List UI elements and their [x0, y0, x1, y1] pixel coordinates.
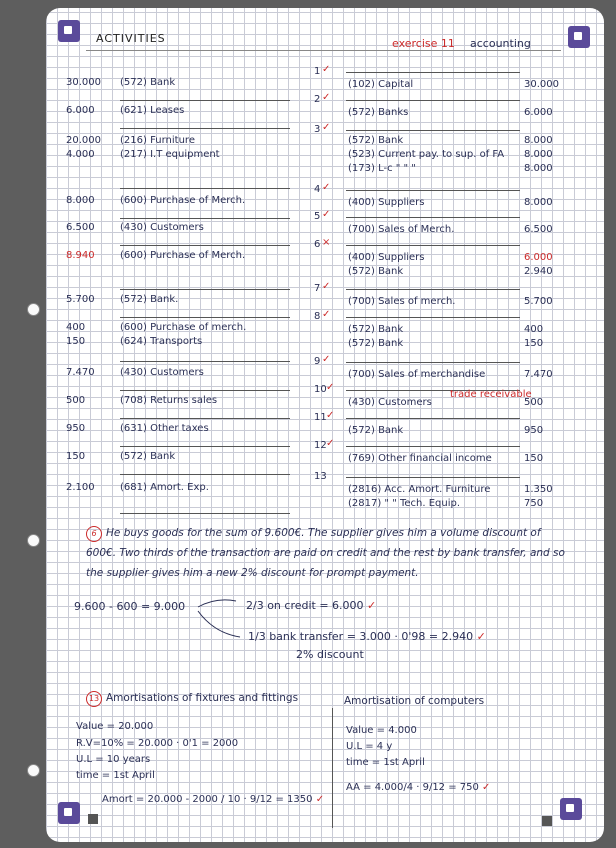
debit-account: (572) Bank	[120, 77, 176, 88]
debit-account: (631) Other taxes	[120, 423, 209, 434]
page-corner-marker	[568, 26, 590, 48]
check-icon: ✓	[322, 209, 331, 220]
entry-number: 9	[314, 356, 321, 367]
entry-number: 5	[314, 211, 321, 222]
entry-number: 1	[314, 66, 321, 77]
entry-rule	[120, 289, 290, 290]
check-icon: ✓	[322, 64, 331, 75]
check-icon: ✓	[363, 599, 377, 612]
debit-account: (430) Customers	[120, 222, 204, 233]
credit-account: (173) L-c " " "	[348, 163, 416, 174]
calc-credit	[246, 600, 376, 611]
debit-amount: 8.940	[66, 250, 95, 261]
entry-number: 7	[314, 283, 321, 294]
credit-account: (572) Banks	[348, 107, 409, 118]
page-square-marker	[542, 816, 552, 826]
check-icon: ✓	[326, 410, 335, 421]
credit-account: (700) Sales of merchandise	[348, 369, 486, 380]
debit-amount: 20.000	[66, 135, 101, 146]
calc-credit-text: 2/3 on credit = 6.000	[246, 599, 364, 612]
check-icon: ✓	[312, 794, 325, 805]
page-corner-marker	[58, 20, 80, 42]
credit-account: (523) Current pay. to sup. of FA	[348, 149, 505, 160]
entry-rule	[346, 289, 520, 290]
entry-rule	[346, 72, 520, 73]
entry-number: 10	[314, 384, 327, 395]
debit-amount: 8.000	[66, 195, 95, 206]
binder-hole	[27, 764, 40, 777]
entry-rule	[120, 218, 290, 219]
paragraph-number: 13	[86, 691, 102, 707]
calc-line-1: 9.600 - 600 = 9.000	[74, 600, 186, 613]
credit-amount: 6.000	[524, 252, 553, 263]
debit-amount: 6.000	[66, 105, 95, 116]
credit-amount: 8.000	[524, 149, 553, 160]
credit-account: (572) Bank	[348, 338, 404, 349]
amort-right-title: Amortisation of computers	[344, 695, 485, 707]
debit-account: (708) Returns sales	[120, 395, 218, 406]
check-icon: ✓	[322, 182, 331, 193]
amort-left-formula-text: Amort = 20.000 - 2000 / 10 · 9/12 = 1350	[102, 794, 313, 805]
entry-rule	[120, 474, 290, 475]
entry-rule	[120, 390, 290, 391]
credit-amount: 7.470	[524, 369, 553, 380]
amort-left-value: Value = 20.000	[76, 721, 154, 732]
notebook-page	[46, 8, 604, 842]
check-icon: ✓	[326, 438, 335, 449]
amort-left-time: time = 1st April	[76, 770, 155, 781]
check-icon: ✓	[322, 92, 331, 103]
page-corner-marker	[560, 798, 582, 820]
debit-amount: 5.700	[66, 294, 95, 305]
credit-amount: 8.000	[524, 135, 553, 146]
debit-amount: 4.000	[66, 149, 95, 160]
credit-amount: 5.700	[524, 296, 553, 307]
debit-amount: 2.100	[66, 482, 95, 493]
header-rule	[86, 50, 561, 51]
entry-number: 12	[314, 440, 327, 451]
entry-rule	[346, 217, 520, 218]
credit-account: (2816) Acc. Amort. Furniture	[348, 484, 491, 495]
credit-account: (572) Bank	[348, 324, 404, 335]
binder-hole	[27, 534, 40, 547]
debit-amount: 6.500	[66, 222, 95, 233]
trade-receivable-note: trade receivable	[450, 389, 532, 400]
entry-rule	[120, 128, 290, 129]
exercise-label: exercise 11	[392, 37, 455, 50]
paragraph-number: 6	[86, 526, 102, 542]
debit-amount: 30.000	[66, 77, 101, 88]
credit-account: (400) Suppliers	[348, 252, 425, 263]
amort-right-formula	[346, 783, 490, 793]
amort-right-value: Value = 4.000	[346, 725, 417, 736]
amort-right-formula-text: AA = 4.000/4 · 9/12 = 750	[346, 782, 479, 793]
entry-number: 8	[314, 311, 321, 322]
credit-amount: 8.000	[524, 197, 553, 208]
credit-account: (102) Capital	[348, 79, 414, 90]
entry-rule	[346, 446, 520, 447]
calc-bank	[248, 631, 486, 642]
entry-rule	[346, 130, 520, 131]
entry-number: 4	[314, 184, 321, 195]
entry-rule	[120, 188, 290, 189]
credit-amount: 950	[524, 425, 544, 436]
credit-amount: 750	[524, 498, 544, 509]
check-icon: ✓	[322, 281, 331, 292]
page-header-activities: ACTIVITIES	[96, 32, 166, 45]
debit-account: (216) Furniture	[120, 135, 195, 146]
calc-discount: 2% discount	[296, 648, 364, 661]
credit-account: (700) Sales of merch.	[348, 296, 456, 307]
entry-rule	[120, 446, 290, 447]
paragraph-6	[86, 523, 566, 583]
debit-account: (600) Purchase of merch.	[120, 322, 247, 333]
credit-account: (2817) " " Tech. Equip.	[348, 498, 461, 509]
check-icon: ✓	[473, 630, 486, 643]
credit-account: (572) Bank	[348, 266, 404, 277]
entry-rule	[120, 100, 290, 101]
debit-account: (572) Bank	[120, 451, 176, 462]
credit-amount: 500	[524, 397, 544, 408]
credit-amount: 8.000	[524, 163, 553, 174]
entry-number: 11	[314, 412, 327, 423]
debit-account: (624) Transports	[120, 336, 203, 347]
calc-bank-text: 1/3 bank transfer = 3.000 · 0'98 = 2.940	[248, 630, 474, 643]
credit-account: (430) Customers	[348, 397, 432, 408]
page-corner-marker	[58, 802, 80, 824]
entry-rule	[120, 317, 290, 318]
credit-amount: 6.500	[524, 224, 553, 235]
credit-account: (700) Sales of Merch.	[348, 224, 455, 235]
amort-divider	[332, 708, 333, 828]
amort-left-title-text: Amortisations of fixtures and fittings	[106, 692, 299, 704]
credit-amount: 150	[524, 338, 544, 349]
entry-rule	[120, 418, 290, 419]
credit-account: (572) Bank	[348, 135, 404, 146]
debit-account: (217) I.T equipment	[120, 149, 220, 160]
debit-amount: 950	[66, 423, 86, 434]
entry-rule	[346, 362, 520, 363]
amort-left-title	[86, 691, 298, 707]
page-square-marker	[88, 814, 98, 824]
debit-amount: 150	[66, 336, 86, 347]
debit-account: (572) Bank.	[120, 294, 179, 305]
debit-account: (621) Leases	[120, 105, 185, 116]
entry-rule	[346, 477, 520, 478]
entry-rule	[346, 317, 520, 318]
debit-amount: 150	[66, 451, 86, 462]
debit-account: (681) Amort. Exp.	[120, 482, 209, 493]
entry-number: 13	[314, 471, 327, 482]
check-icon: ✓	[322, 122, 331, 133]
binder-hole	[27, 303, 40, 316]
credit-amount: 1.350	[524, 484, 553, 495]
entry-rule	[120, 513, 290, 514]
entry-rule	[346, 418, 520, 419]
entry-rule	[346, 245, 520, 246]
credit-amount: 150	[524, 453, 544, 464]
debit-amount: 7.470	[66, 367, 95, 378]
amort-right-ul: U.L = 4 y	[346, 741, 393, 752]
entry-rule	[120, 361, 290, 362]
debit-account: (600) Purchase of Merch.	[120, 250, 246, 261]
debit-account: (600) Purchase of Merch.	[120, 195, 246, 206]
credit-amount: 6.000	[524, 107, 553, 118]
amort-left-formula	[102, 795, 324, 805]
check-icon: ✓	[322, 354, 331, 365]
credit-amount: 30.000	[524, 79, 559, 90]
entry-number: 3	[314, 124, 321, 135]
amort-left-rv: R.V=10% = 20.000 · 0'1 = 2000	[76, 738, 239, 749]
entry-rule	[120, 245, 290, 246]
credit-amount: 2.940	[524, 266, 553, 277]
debit-account: (430) Customers	[120, 367, 204, 378]
check-icon: ×	[322, 237, 331, 248]
entry-rule	[346, 100, 520, 101]
debit-amount: 400	[66, 322, 86, 333]
check-icon: ✓	[322, 309, 331, 320]
credit-account: (769) Other financial income	[348, 453, 492, 464]
check-icon: ✓	[478, 782, 491, 793]
debit-amount: 500	[66, 395, 86, 406]
entry-number: 6	[314, 239, 321, 250]
entry-rule	[346, 190, 520, 191]
amort-left-ul: U.L = 10 years	[76, 754, 151, 765]
amort-right-time: time = 1st April	[346, 757, 425, 768]
credit-account: (400) Suppliers	[348, 197, 425, 208]
credit-amount: 400	[524, 324, 544, 335]
credit-account: (572) Bank	[348, 425, 404, 436]
entry-number: 2	[314, 94, 321, 105]
paragraph-text: He buys goods for the sum of 9.600€. The supplier gives him a volume discount of 600€. Two thirds of the transaction are paid on credit and the rest by bank transfer, and so the supplier gives him a new 2% discount for prompt payment.	[86, 527, 565, 579]
check-icon: ✓	[326, 382, 335, 393]
subject-label: accounting	[470, 37, 531, 50]
